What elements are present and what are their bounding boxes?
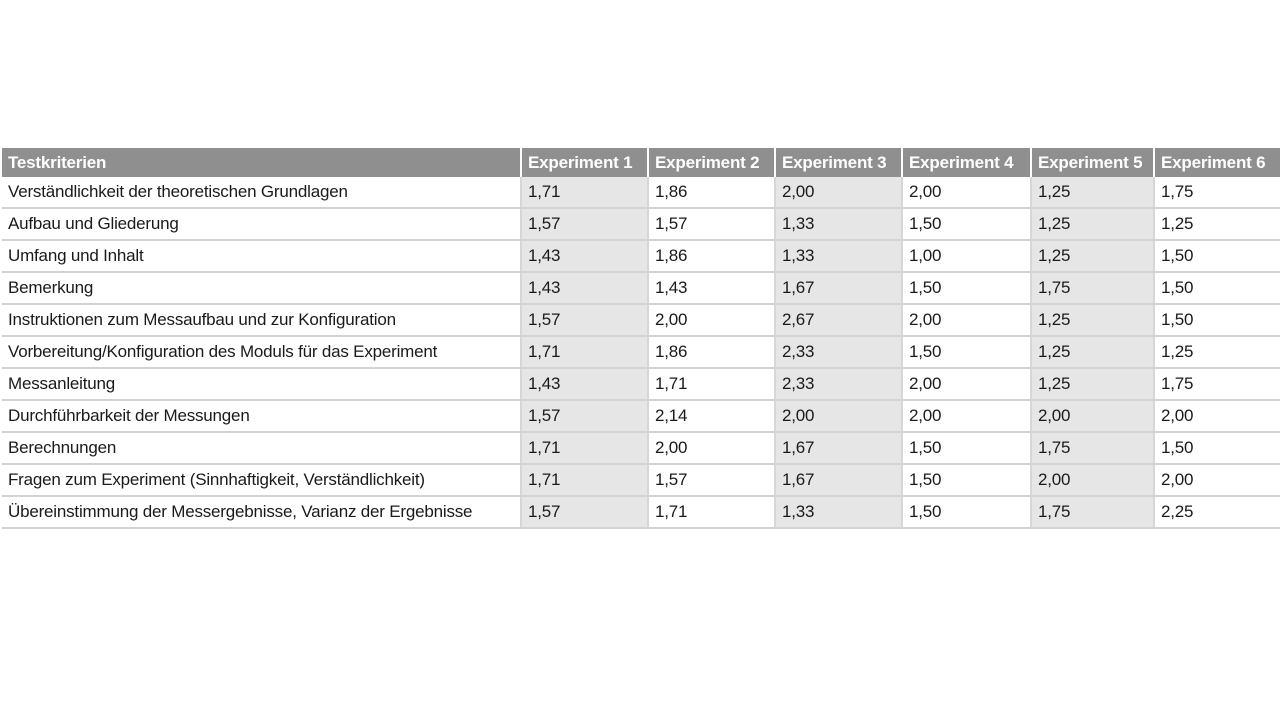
score-cell-experiment-4: 2,00 (902, 400, 1031, 432)
criterion-cell: Bemerkung (2, 272, 521, 304)
score-cell-experiment-1: 1,57 (521, 208, 648, 240)
score-cell-experiment-5: 1,25 (1031, 177, 1154, 208)
score-cell-experiment-4: 1,50 (902, 272, 1031, 304)
results-table (2, 148, 1280, 529)
score-cell-experiment-5: 1,25 (1031, 208, 1154, 240)
score-cell-experiment-1: 1,43 (521, 272, 648, 304)
table-row (2, 432, 1280, 464)
score-cell-experiment-5: 2,00 (1031, 464, 1154, 496)
criterion-cell: Messanleitung (2, 368, 521, 400)
score-cell-experiment-2: 1,71 (648, 368, 775, 400)
score-cell-experiment-1: 1,71 (521, 336, 648, 368)
table-row (2, 304, 1280, 336)
score-cell-experiment-4: 1,50 (902, 208, 1031, 240)
score-cell-experiment-6: 2,00 (1154, 464, 1280, 496)
score-cell-experiment-1: 1,43 (521, 368, 648, 400)
criterion-cell: Vorbereitung/Konfiguration des Moduls für das Experiment (2, 336, 521, 368)
table-row (2, 272, 1280, 304)
score-cell-experiment-3: 2,67 (775, 304, 902, 336)
score-cell-experiment-6: 1,50 (1154, 304, 1280, 336)
score-cell-experiment-5: 1,25 (1031, 336, 1154, 368)
score-cell-experiment-3: 1,67 (775, 432, 902, 464)
score-cell-experiment-3: 1,33 (775, 240, 902, 272)
score-cell-experiment-3: 2,00 (775, 400, 902, 432)
criterion-cell: Aufbau und Gliederung (2, 208, 521, 240)
score-cell-experiment-1: 1,71 (521, 177, 648, 208)
results-table-container (2, 148, 1280, 529)
score-cell-experiment-4: 1,50 (902, 432, 1031, 464)
score-cell-experiment-2: 1,43 (648, 272, 775, 304)
table-header-row (2, 148, 1280, 177)
score-cell-experiment-1: 1,57 (521, 400, 648, 432)
score-cell-experiment-4: 2,00 (902, 368, 1031, 400)
header-experiment-3: Experiment 3 (775, 148, 902, 177)
table-body (2, 177, 1280, 528)
table-row (2, 240, 1280, 272)
table-row (2, 368, 1280, 400)
score-cell-experiment-3: 1,33 (775, 496, 902, 528)
score-cell-experiment-4: 1,00 (902, 240, 1031, 272)
criterion-cell: Instruktionen zum Messaufbau und zur Konfiguration (2, 304, 521, 336)
score-cell-experiment-6: 1,50 (1154, 272, 1280, 304)
table-row (2, 464, 1280, 496)
score-cell-experiment-1: 1,57 (521, 496, 648, 528)
score-cell-experiment-2: 1,57 (648, 464, 775, 496)
score-cell-experiment-1: 1,71 (521, 432, 648, 464)
score-cell-experiment-2: 2,14 (648, 400, 775, 432)
score-cell-experiment-1: 1,71 (521, 464, 648, 496)
header-experiment-4: Experiment 4 (902, 148, 1031, 177)
score-cell-experiment-6: 1,25 (1154, 336, 1280, 368)
header-experiment-5: Experiment 5 (1031, 148, 1154, 177)
score-cell-experiment-4: 2,00 (902, 304, 1031, 336)
header-experiment-6: Experiment 6 (1154, 148, 1280, 177)
criterion-cell: Durchführbarkeit der Messungen (2, 400, 521, 432)
score-cell-experiment-2: 1,57 (648, 208, 775, 240)
score-cell-experiment-2: 1,86 (648, 336, 775, 368)
score-cell-experiment-3: 2,33 (775, 368, 902, 400)
criterion-cell: Fragen zum Experiment (Sinnhaftigkeit, Verständlichkeit) (2, 464, 521, 496)
header-experiment-1: Experiment 1 (521, 148, 648, 177)
table-row (2, 336, 1280, 368)
score-cell-experiment-5: 1,75 (1031, 432, 1154, 464)
score-cell-experiment-5: 1,25 (1031, 368, 1154, 400)
score-cell-experiment-5: 1,75 (1031, 496, 1154, 528)
table-row (2, 208, 1280, 240)
score-cell-experiment-3: 2,00 (775, 177, 902, 208)
score-cell-experiment-3: 1,33 (775, 208, 902, 240)
score-cell-experiment-2: 1,86 (648, 240, 775, 272)
criterion-cell: Umfang und Inhalt (2, 240, 521, 272)
table-row (2, 400, 1280, 432)
table-row (2, 177, 1280, 208)
score-cell-experiment-5: 1,25 (1031, 240, 1154, 272)
score-cell-experiment-6: 1,50 (1154, 240, 1280, 272)
score-cell-experiment-4: 1,50 (902, 496, 1031, 528)
score-cell-experiment-5: 1,25 (1031, 304, 1154, 336)
score-cell-experiment-4: 1,50 (902, 336, 1031, 368)
score-cell-experiment-2: 2,00 (648, 432, 775, 464)
score-cell-experiment-1: 1,57 (521, 304, 648, 336)
score-cell-experiment-4: 2,00 (902, 177, 1031, 208)
header-experiment-2: Experiment 2 (648, 148, 775, 177)
score-cell-experiment-5: 2,00 (1031, 400, 1154, 432)
score-cell-experiment-6: 1,75 (1154, 177, 1280, 208)
score-cell-experiment-2: 2,00 (648, 304, 775, 336)
criterion-cell: Berechnungen (2, 432, 521, 464)
score-cell-experiment-6: 2,00 (1154, 400, 1280, 432)
score-cell-experiment-3: 1,67 (775, 272, 902, 304)
score-cell-experiment-3: 2,33 (775, 336, 902, 368)
score-cell-experiment-2: 1,71 (648, 496, 775, 528)
score-cell-experiment-6: 1,25 (1154, 208, 1280, 240)
score-cell-experiment-5: 1,75 (1031, 272, 1154, 304)
score-cell-experiment-3: 1,67 (775, 464, 902, 496)
score-cell-experiment-6: 1,50 (1154, 432, 1280, 464)
score-cell-experiment-1: 1,43 (521, 240, 648, 272)
criterion-cell: Übereinstimmung der Messergebnisse, Varianz der Ergebnisse (2, 496, 521, 528)
score-cell-experiment-2: 1,86 (648, 177, 775, 208)
table-row (2, 496, 1280, 528)
criterion-cell: Verständlichkeit der theoretischen Grundlagen (2, 177, 521, 208)
score-cell-experiment-6: 2,25 (1154, 496, 1280, 528)
score-cell-experiment-6: 1,75 (1154, 368, 1280, 400)
header-testkriterien: Testkriterien (2, 148, 521, 177)
score-cell-experiment-4: 1,50 (902, 464, 1031, 496)
